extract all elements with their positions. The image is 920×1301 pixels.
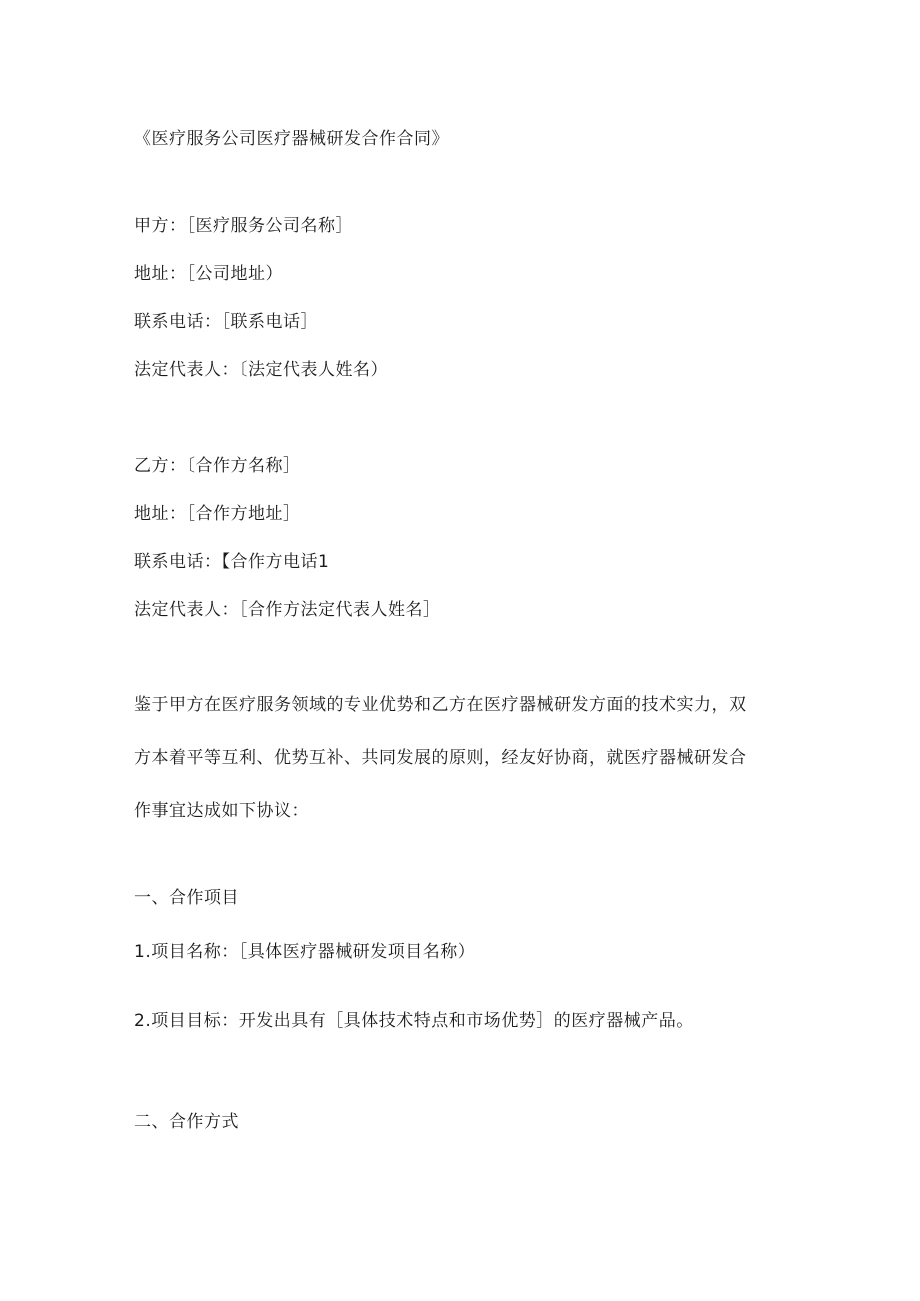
party-a-phone: 联系电话：［联系电话］ bbox=[134, 312, 318, 332]
section-heading-cooperation-method: 二、合作方式 bbox=[134, 1112, 239, 1132]
party-a-legal-rep: 法定代表人：〔法定代表人姓名） bbox=[134, 360, 388, 380]
party-a-name: 甲方：［医疗服务公司名称］ bbox=[134, 216, 353, 236]
party-b-phone: 联系电话：【合作方电话1 bbox=[134, 552, 330, 572]
party-b-address: 地址：［合作方地址］ bbox=[134, 504, 301, 524]
party-b-name: 乙方：〔合作方名称］ bbox=[134, 456, 301, 476]
preamble-line: 鉴于甲方在医疗服务领域的专业优势和乙方在医疗器械研发方面的技术实力，双 bbox=[134, 695, 747, 715]
section-heading-cooperation-project: 一、合作项目 bbox=[134, 888, 239, 908]
preamble-line: 作事宜达成如下协议： bbox=[134, 801, 309, 821]
party-a-address: 地址：［公司地址） bbox=[134, 264, 283, 284]
project-name-item: 1.项目名称：［具体医疗器械研发项目名称） bbox=[134, 942, 476, 962]
preamble-paragraph bbox=[134, 693, 784, 852]
party-b-legal-rep: 法定代表人：［合作方法定代表人姓名］ bbox=[134, 600, 441, 620]
preamble-line: 方本着平等互利、优势互补、共同发展的原则，经友好协商，就医疗器械研发合 bbox=[134, 748, 747, 768]
project-goal-item: 2.项目目标：开发出具有［具体技术特点和市场优势］的医疗器械产品。 bbox=[134, 1011, 694, 1031]
document-title: 《医疗服务公司医疗器械研发合作合同》 bbox=[134, 129, 449, 149]
